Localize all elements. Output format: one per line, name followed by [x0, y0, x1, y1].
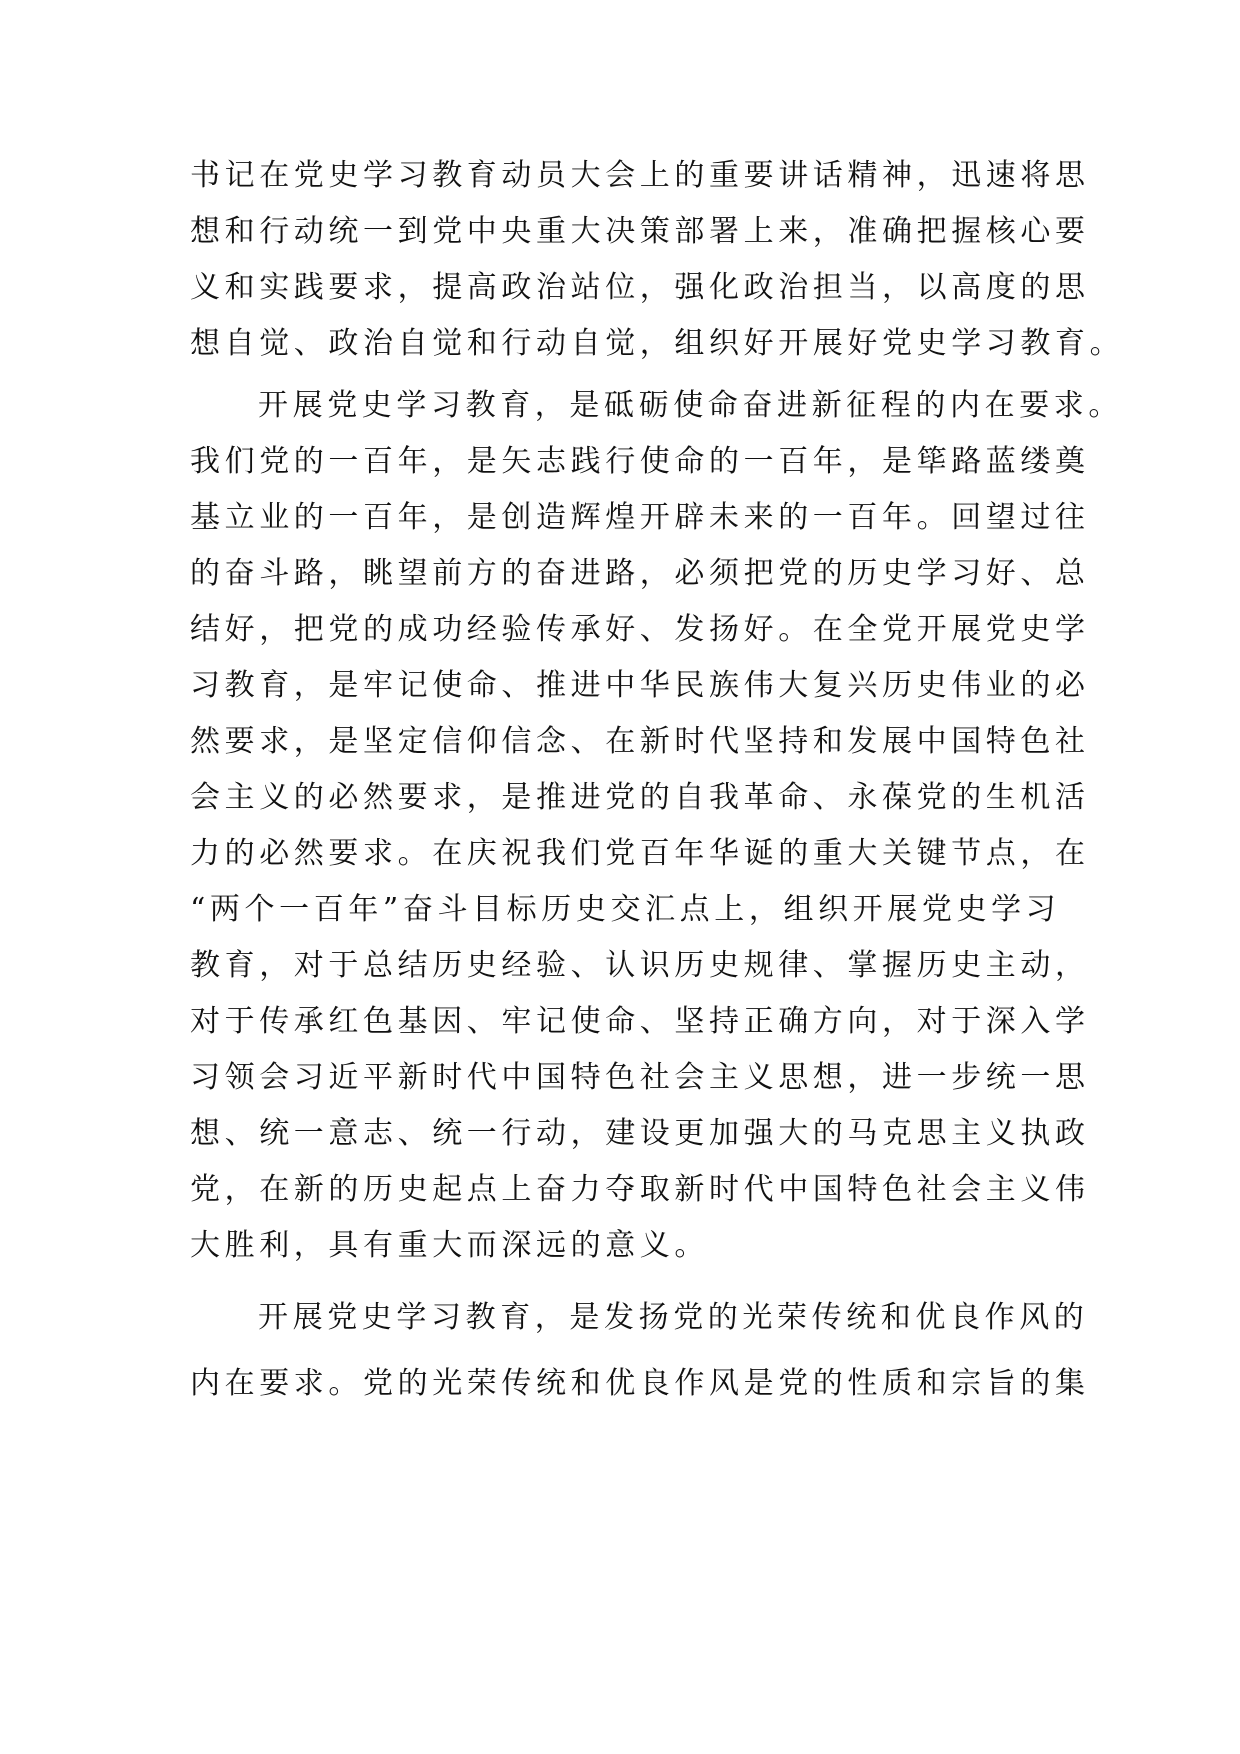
text-line: “两个一百年”奋斗目标历史交汇点上，组织开展党史学习 [190, 892, 1061, 927]
text-line: 书记在党史学习教育动员大会上的重要讲话精神，迅速将思 [190, 158, 1090, 193]
paragraph-first-line: 开展党史学习教育，是砥砺使命奋进新征程的内在要求。 [258, 388, 1123, 423]
text-line: 想、统一意志、统一行动，建设更加强大的马克思主义执政 [190, 1116, 1090, 1151]
text-line: 教育，对于总结历史经验、认识历史规律、掌握历史主动， [190, 948, 1090, 983]
text-line: 习领会习近平新时代中国特色社会主义思想，进一步统一思 [190, 1060, 1090, 1095]
text-line: 然要求，是坚定信仰信念、在新时代坚持和发展中国特色社 [190, 724, 1090, 759]
text-line: 我们党的一百年，是矢志践行使命的一百年，是筚路蓝缕奠 [190, 444, 1090, 479]
text-line: 大胜利，具有重大而深远的意义。 [190, 1228, 709, 1263]
text-line: 基立业的一百年，是创造辉煌开辟未来的一百年。回望过往 [190, 500, 1090, 535]
text-line: 会主义的必然要求，是推进党的自我革命、永葆党的生机活 [190, 780, 1090, 815]
paragraph-first-line: 开展党史学习教育，是发扬党的光荣传统和优良作风的 [258, 1300, 1089, 1335]
text-line: 力的必然要求。在庆祝我们党百年华诞的重大关键节点，在 [190, 836, 1090, 871]
text-line: 习教育，是牢记使命、推进中华民族伟大复兴历史伟业的必 [190, 668, 1090, 703]
text-line: 内在要求。党的光荣传统和优良作风是党的性质和宗旨的集 [190, 1366, 1090, 1401]
text-line: 想自觉、政治自觉和行动自觉，组织好开展好党史学习教育。 [190, 326, 1125, 361]
text-line: 党，在新的历史起点上奋力夺取新时代中国特色社会主义伟 [190, 1172, 1090, 1207]
text-line: 结好，把党的成功经验传承好、发扬好。在全党开展党史学 [190, 612, 1090, 647]
text-line: 的奋斗路，眺望前方的奋进路，必须把党的历史学习好、总 [190, 556, 1090, 591]
text-line: 对于传承红色基因、牢记使命、坚持正确方向，对于深入学 [190, 1004, 1090, 1039]
text-line: 想和行动统一到党中央重大决策部署上来，准确把握核心要 [190, 214, 1090, 249]
text-line: 义和实践要求，提高政治站位，强化政治担当，以高度的思 [190, 270, 1090, 305]
